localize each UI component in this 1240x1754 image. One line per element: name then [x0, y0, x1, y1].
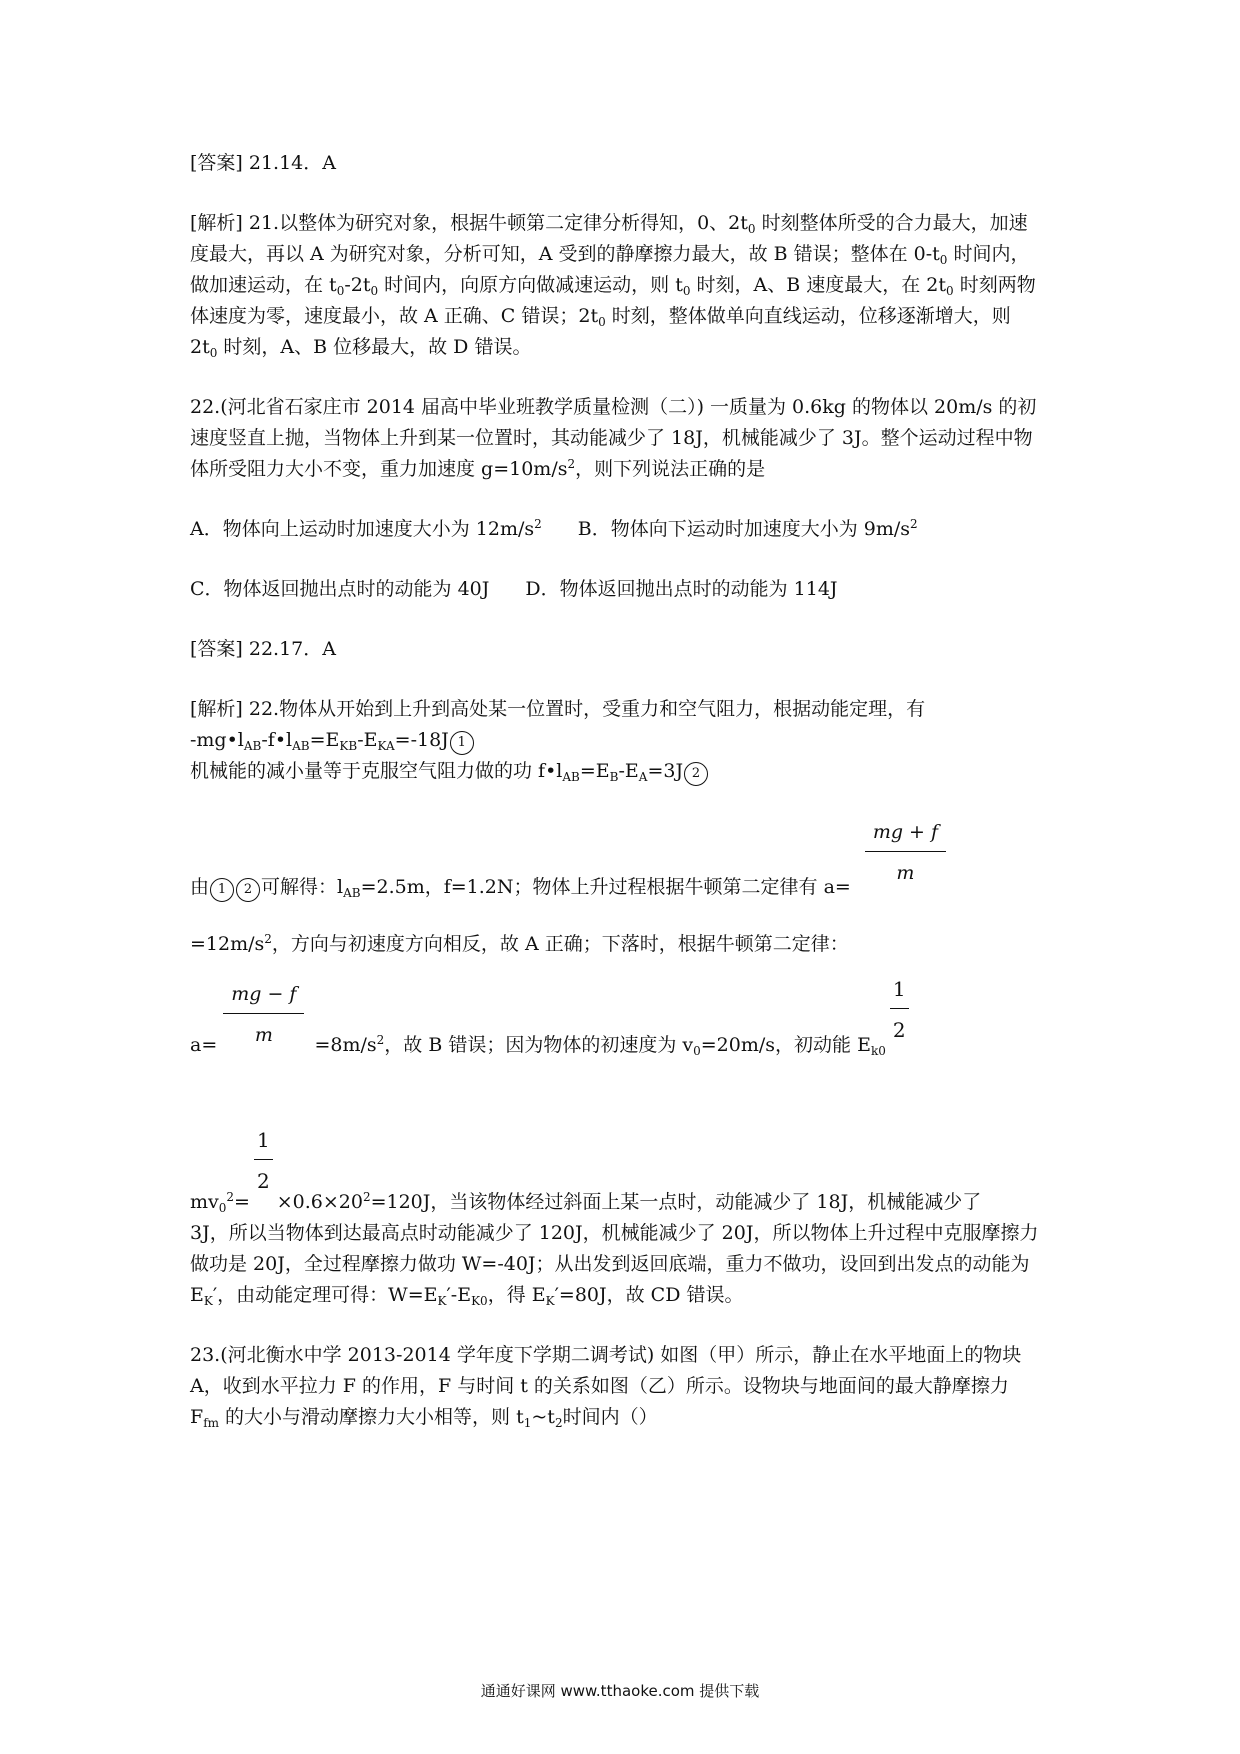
q22-option-d: D．物体返回抛出点时的动能为 114J	[525, 578, 838, 600]
circled-number-2: 2	[236, 878, 260, 902]
q22-option-b: B．物体向下运动时加速度大小为 $9m/s^2$	[577, 517, 918, 540]
q21-analysis: [解析] 21.以整体为研究对象，根据牛顿第二定律分析得知，0、$2t_0$ 时刻整体所受的合力最大，加速度最大，再以 A 为研究对象，分析可知，A 受到的静摩擦力最大，故 B 错误；整体在 $0-t_0$ 时间内，做加速运动，在 $t_0-2t_0$ 时间内，向原方向做减速运动，则 $t_0$ 时刻，A、B 速度最大，在 $2t_0$ 时刻两物体速度为零，速度最小，故 A 正确、C 错误；$2t_0$ 时刻，整体做单向直线运动，位移逐渐增大，则 $2t_0$ 时刻，A、B 位移最大，故 D 错误。	[190, 212, 1036, 360]
q22-line-accel-down: a= $\frac{mg - f}{m}$ $=8m/s^2$，故 B 错误；因为物体的初速度为 $v_0=20m/s$，初动能 $E_{k0}$ $\frac{1}{2}$	[190, 974, 1040, 1061]
q22-options-cd	[190, 574, 1040, 605]
q22-line-accel-up: $=12m/s^2$，方向与初速度方向相反，故 A 正确；下落时，根据牛顿第二定律：	[190, 932, 849, 955]
circled-number-1: 1	[450, 731, 474, 755]
circled-number-1: 1	[210, 878, 234, 902]
q22-stem: 22.(河北省石家庄市 2014 届高中毕业班教学质量检测（二）) 一质量为 0.6kg 的物体以 20m/s 的初速度竖直上抛，当物体上升到某一位置时，其动能减少了 18J，机械能减少了 3J。整个运动过程中物体所受阻力大小不变，重力加速度 $g=10m/s^2$，则下列说法正确的是	[190, 396, 1037, 480]
q23-stem: 23.(河北衡水中学 2013-2014 学年度下学期二调考试) 如图（甲）所示，静止在水平地面上的物块 A，收到水平拉力 F 的作用，F 与时间 t 的关系如图（乙）所示。设物块与地面间的最大静摩擦力 $F_{fm}$ 的大小与滑动摩擦力大小相等，则 $t_1\sim t_2$时间内（）	[190, 1344, 1022, 1430]
q21-answer: [答案] 21.14．A	[190, 152, 336, 174]
document-content	[190, 148, 1040, 1462]
q22-analysis-intro: [解析] 22.物体从开始到上升到高处某一位置时，受重力和空气阻力，根据动能定理，有	[190, 698, 926, 720]
q22-option-c: C．物体返回抛出点时的动能为 40J	[190, 578, 490, 600]
fraction-mg-minus-f-over-m: $\frac{mg - f}{m}$	[223, 979, 304, 1051]
q22-answer: [答案] 22.17．A	[190, 638, 336, 660]
q22-equation-2: 机械能的减小量等于克服空气阻力做的功 $f•l_{AB}=E_B-E_A=3J$ 2	[190, 756, 1040, 787]
fraction-one-half: $\frac{1}{2}$	[890, 974, 909, 1046]
q22-line-solve: 由 1 2 可解得：$l_{AB}=2.5m$，f=1.2N；物体上升过程根据牛顿第二定律有 a= $\frac{mg + f}{m}$	[190, 817, 1040, 903]
q22-equation-1: $-mg•l_{AB}-f•l_{AB}=E_{KB}-E_{KA}=-18J$ 1	[190, 725, 1040, 756]
fraction-one-half: $\frac{1}{2}$	[254, 1125, 273, 1197]
q22-line-conclusion: 3J，所以当物体到达最高点时动能减少了 120J，机械能减少了 20J，所以物体上升过程中克服摩擦力做功是 20J，全过程摩擦力做功 W=-40J；从出发到返回底端，重力不做功，设回到出发点的动能为 $E_K'$，由动能定理可得：$W=E_K'-E_{K0}$，得 $E_K'=80J$，故 CD 错误。	[190, 1222, 1039, 1308]
q22-options-ab	[190, 514, 1040, 545]
circled-number-2: 2	[684, 762, 708, 786]
q22-line-kinetic-energy: $mv_0^2=$ $\frac{1}{2}$ $\times 0.6\times 20^2=120J$，当该物体经过斜面上某一点时，动能减少了 18J，机械能减少了	[190, 1125, 1040, 1218]
q22-option-a: A．物体向上运动时加速度大小为 $12m/s^2$	[190, 517, 542, 540]
footer-watermark: 通通好课网 www.tthaoke.com 提供下载	[480, 1682, 760, 1700]
fraction-mg-plus-f-over-m: $\frac{mg + f}{m}$	[865, 817, 946, 889]
